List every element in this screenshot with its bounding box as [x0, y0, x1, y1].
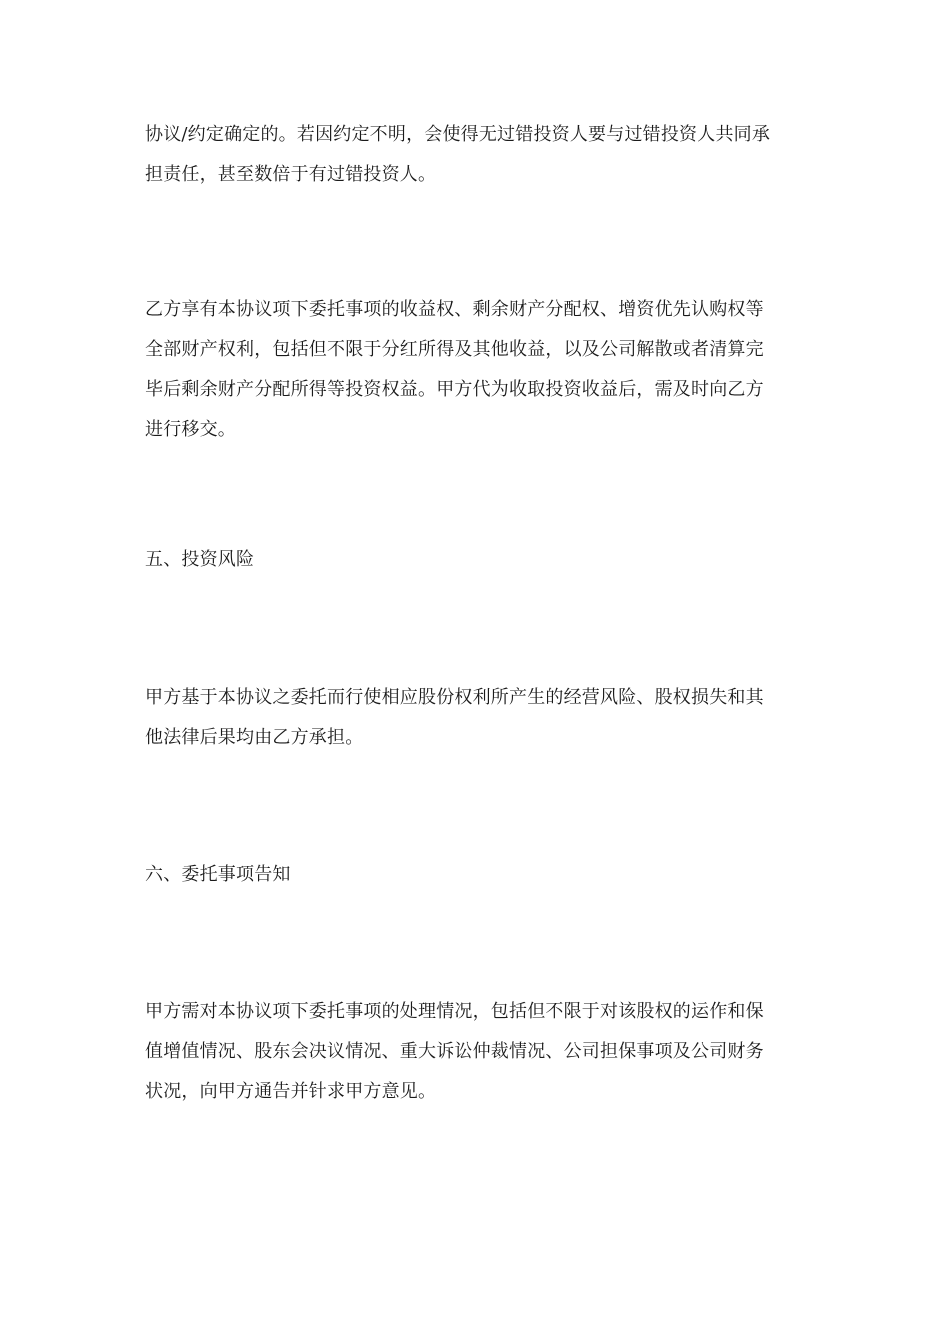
text-line: 进行移交。	[145, 419, 236, 440]
text-line: 他法律后果均由乙方承担。	[145, 727, 364, 748]
section-heading-investment-risk: 五、投资风险	[145, 549, 255, 570]
text-line: 乙方享有本协议项下委托事项的收益权、剩余财产分配权、增资优先认购权等	[145, 299, 764, 320]
text-line: 协议/约定确定的。若因约定不明，会使得无过错投资人要与过错投资人共同承	[145, 124, 771, 145]
paragraph-notification	[145, 992, 805, 1112]
text-line: 担责任，甚至数倍于有过错投资人。	[145, 164, 437, 185]
paragraph-liability	[145, 115, 805, 195]
text-line: 毕后剩余财产分配所得等投资权益。甲方代为收取投资收益后，需及时向乙方	[145, 379, 764, 400]
paragraph-property-rights	[145, 290, 805, 450]
text-line: 值增值情况、股东会决议情况、重大诉讼仲裁情况、公司担保事项及公司财务	[145, 1041, 764, 1062]
text-line: 甲方基于本协议之委托而行使相应股份权利所产生的经营风险、股权损失和其	[145, 687, 764, 708]
text-line: 甲方需对本协议项下委托事项的处理情况，包括但不限于对该股权的运作和保	[145, 1001, 764, 1022]
text-line: 全部财产权利，包括但不限于分红所得及其他收益，以及公司解散或者清算完	[145, 339, 764, 360]
section-heading-notification: 六、委托事项告知	[145, 864, 291, 885]
text-line: 状况，向甲方通告并针求甲方意见。	[145, 1081, 437, 1102]
paragraph-risk-bearing	[145, 678, 805, 758]
